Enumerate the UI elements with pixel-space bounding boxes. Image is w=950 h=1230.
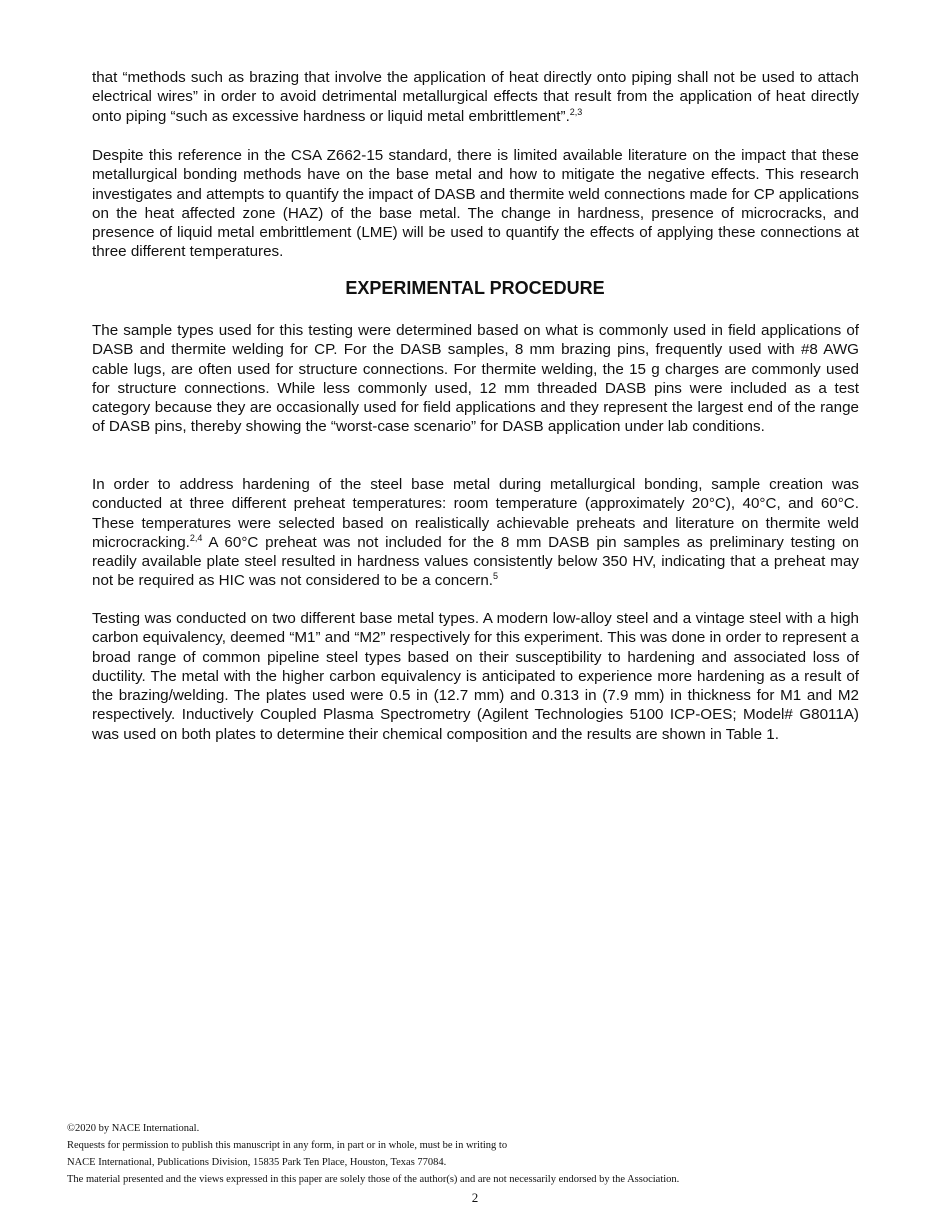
- paragraph-text: Despite this reference in the CSA Z662-15 standard, there is limited available literature on the impact that these metallurgical bonding methods have on the base metal and how to mitigate the negative effects. This research investigates and attempts to quantify the impact of DASB and thermite weld connections made for CP applications on the heat affected zone (HAZ) of the base metal. The change in hardness, presence of microcracks, and presence of liquid metal embrittlement (LME) will be used to quantify the effects of applying these connections at three different temperatures.: [92, 147, 859, 261]
- paragraph-text: The sample types used for this testing were determined based on what is commonly used in field applications of DASB and thermite welding for CP. For the DASB samples, 8 mm brazing pins, frequently used with #8 AWG cable lugs, are often used for structure connections. For thermite welding, the 15 g charges are commonly used for structure connections. While less commonly used, 12 mm threaded DASB pins were included as a test category because they are occasionally used for field applications and they represent the largest end of the range of DASB pins, thereby showing the “worst-case scenario” for DASB application under lab conditions.: [92, 322, 859, 436]
- footer-permission-line: Requests for permission to publish this manuscript in any form, in part or in whole, must be in writing to: [67, 1140, 508, 1151]
- paragraph-preheat: [92, 475, 859, 591]
- paragraph-csa-quote: [92, 68, 859, 126]
- paragraph-text: that “methods such as brazing that involve the application of heat directly onto piping shall not be used to attach electrical wires” in order to avoid detrimental metallurgical effects that result from the application of heat directly onto piping “such as excessive hardness or liquid metal embrittlement”.: [92, 69, 859, 125]
- citation-superscript: 5: [493, 571, 499, 582]
- footer-disclaimer-line: The material presented and the views expressed in this paper are solely those of the author(s) and are not necessarily endorsed by the Association.: [67, 1174, 680, 1185]
- footer-copyright: ©2020 by NACE International.: [67, 1123, 200, 1134]
- citation-superscript: 2,3: [569, 106, 583, 117]
- paragraph-text: A 60°C preheat was not included for the 8 mm DASB pin samples as preliminary testing on readily available plate steel resulted in hardness values consistently below 350 HV, indicating that a preheat may not be required as HIC was not considered to be a concern.: [92, 533, 859, 590]
- citation-superscript: 2,4: [189, 532, 203, 543]
- paragraph-base-metals: [92, 609, 859, 744]
- footer-address-line: NACE International, Publications Division, 15835 Park Ten Place, Houston, Texas 77084.: [67, 1157, 447, 1168]
- paragraph-research-intro: [92, 146, 859, 262]
- paragraph-text: In order to address hardening of the steel base metal during metallurgical bonding, sample creation was conducted at three different preheat temperatures: room temperature (approximately 20°C), 40°C, and 60°C. These temperatures were selected based on realistically achievable preheats and literature on thermite weld microcracking.: [92, 476, 859, 551]
- paragraph-text: Testing was conducted on two different base metal types. A modern low-alloy steel and a vintage steel with a high carbon equivalency, deemed “M1” and “M2” respectively for this experiment. This was done in order to represent a broad range of common pipeline steel types based on their susceptibility to hardening and associated loss of ductility. The metal with the higher carbon equivalency is anticipated to experience more hardening as a result of the brazing/welding. The plates used were 0.5 in (12.7 mm) and 0.313 in (7.9 mm) in thickness for M1 and M2 respectively. Inductively Coupled Plasma Spectrometry (Agilent Technologies 5100 ICP-OES; Model# G8011A) was used on both plates to determine their chemical composition and the results are shown in Table 1.: [92, 610, 859, 743]
- copyright-footer: [67, 1120, 887, 1188]
- paragraph-sample-types: [92, 321, 859, 437]
- page-number: 2: [471, 1190, 479, 1205]
- section-heading: EXPERIMENTAL PROCEDURE: [345, 278, 605, 298]
